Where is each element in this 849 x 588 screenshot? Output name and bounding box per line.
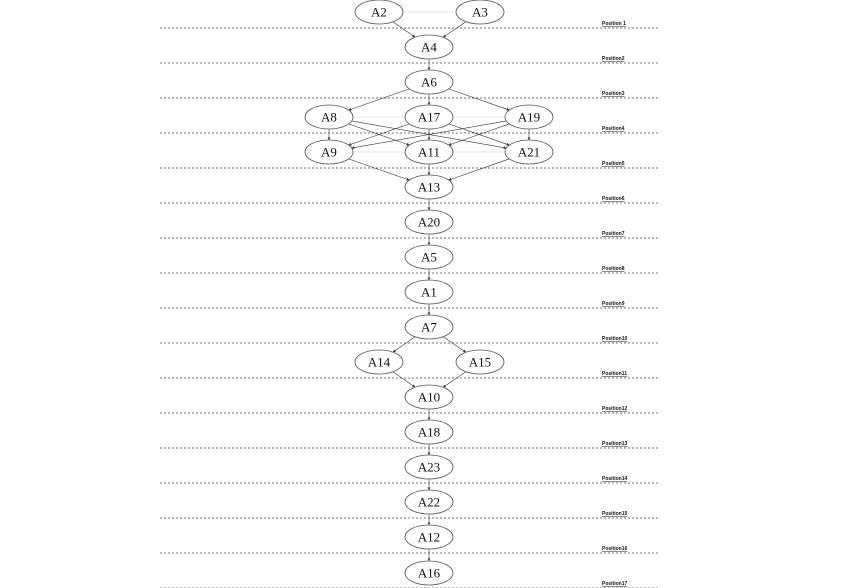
- node-a20: [405, 210, 453, 234]
- position-label-13: Position13: [602, 441, 628, 447]
- edge-a14-to-a10: [393, 372, 415, 387]
- node-a21: [505, 140, 553, 164]
- node-a13: [405, 175, 453, 199]
- node-label: A2: [371, 4, 387, 20]
- node-a15: [456, 350, 504, 374]
- node-label: A7: [421, 319, 437, 335]
- position-label-5: Position5: [602, 161, 625, 167]
- node-label: A18: [417, 424, 441, 440]
- position-label-12: Position12: [602, 406, 628, 412]
- edge-a15-to-a10: [443, 372, 466, 388]
- node-a7: [405, 315, 453, 339]
- node-label: A6: [421, 74, 437, 90]
- node-a5: [405, 245, 453, 269]
- node-a2: [355, 0, 403, 24]
- node-label: A21: [517, 144, 541, 160]
- position-label-7: Position7: [602, 231, 625, 237]
- edge-a6-to-a19: [449, 89, 510, 110]
- node-label: A23: [417, 459, 441, 475]
- position-label-10: Position10: [602, 336, 628, 342]
- node-label: A15: [468, 354, 492, 370]
- node-a18: [405, 420, 453, 444]
- edge-a3-to-a4: [443, 22, 466, 38]
- node-label: A17: [417, 109, 441, 125]
- node-a3: [456, 0, 504, 24]
- node-label: A20: [417, 214, 441, 230]
- edge-a7-to-a14: [393, 337, 415, 352]
- node-label: A22: [417, 494, 441, 510]
- position-label-1: Position 1: [602, 21, 626, 27]
- position-label-16: Position16: [602, 546, 628, 552]
- node-label: A11: [418, 144, 440, 160]
- node-label: A4: [421, 39, 437, 55]
- node-label: A8: [321, 109, 337, 125]
- node-a12: [405, 525, 453, 549]
- position-label-8: Position8: [602, 266, 625, 272]
- node-a4: [405, 35, 453, 59]
- position-label-3: Position3: [602, 91, 625, 97]
- node-a16: [405, 561, 453, 585]
- node-a17: [405, 105, 453, 129]
- position-label-2: Position2: [602, 56, 625, 62]
- node-a10: [405, 385, 453, 409]
- position-label-6: Position6: [602, 196, 625, 202]
- node-label: A9: [321, 144, 337, 160]
- edge-a7-to-a15: [443, 337, 466, 353]
- node-label: A5: [421, 249, 437, 265]
- node-label: A19: [517, 109, 541, 125]
- node-label: A13: [417, 179, 441, 195]
- node-a1: [405, 280, 453, 304]
- position-label-17: Position17: [602, 581, 628, 587]
- node-label: A14: [367, 354, 391, 370]
- edge-a9-to-a13: [349, 159, 410, 180]
- task-nodes: [305, 0, 553, 585]
- node-a14: [355, 350, 403, 374]
- edge-a2-to-a4: [393, 22, 415, 37]
- node-label: A12: [417, 529, 441, 545]
- node-label: A3: [472, 4, 488, 20]
- node-label: A1: [421, 284, 437, 300]
- position-label-9: Position9: [602, 301, 625, 307]
- node-label: A16: [417, 565, 441, 581]
- edge-a21-to-a13: [449, 159, 510, 180]
- node-a6: [405, 70, 453, 94]
- node-a8: [305, 105, 353, 129]
- position-label-14: Position14: [602, 476, 628, 482]
- node-a9: [305, 140, 353, 164]
- position-label-4: Position4: [602, 126, 625, 132]
- position-label-15: Position15: [602, 511, 628, 517]
- node-a19: [505, 105, 553, 129]
- node-a23: [405, 455, 453, 479]
- node-a11: [405, 140, 453, 164]
- node-a22: [405, 490, 453, 514]
- edge-a6-to-a8: [349, 89, 410, 110]
- position-label-11: Position11: [602, 371, 628, 377]
- node-label: A10: [417, 389, 441, 405]
